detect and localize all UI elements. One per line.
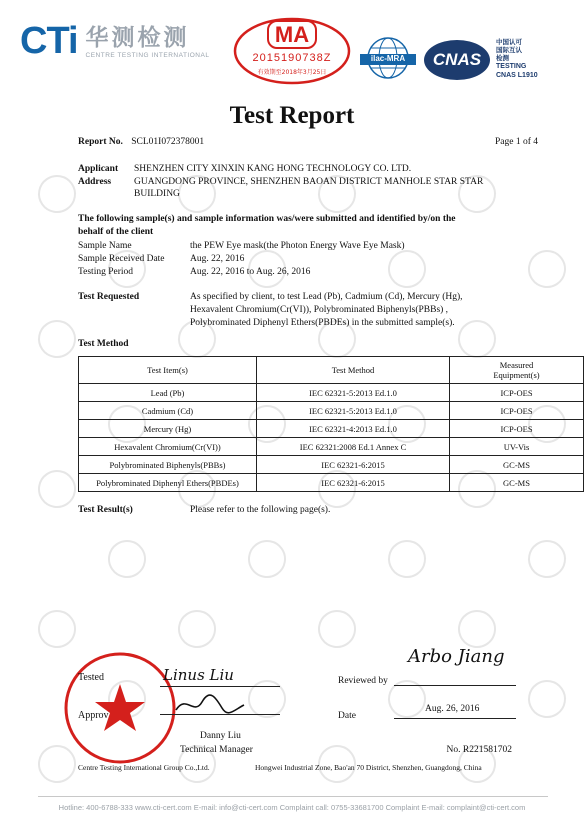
- table-cell: ICP-OES: [450, 402, 584, 420]
- sample-intro-line-2: behalf of the client: [78, 227, 154, 237]
- method-table: [78, 356, 584, 492]
- table-cell: IEC 62321-6:2015: [257, 474, 450, 492]
- company-address: Hongwei Industrial Zone, Bao'an 70 District, Shenzhen, Guangdong, China: [255, 763, 482, 772]
- cti-watermark-icon: [241, 673, 294, 726]
- table-cell: IEC 62321:2008 Ed.1 Annex C: [257, 438, 450, 456]
- table-cell: IEC 62321-4:2013 Ed.1.0: [257, 420, 450, 438]
- requested-line-2: Hexavalent Chromium(Cr(VI)), Polybrominated Biphenyls(PBBs) ,: [190, 305, 449, 315]
- reviewed-sign-line: [394, 685, 516, 686]
- address-line-1: GUANGDONG PROVINCE, SHENZHEN BAOAN DISTRICT MANHOLE STAR STAR: [134, 177, 484, 187]
- cnas-label: CNAS: [432, 50, 482, 69]
- cti-watermark-icon: [31, 313, 84, 366]
- address-label: Address: [78, 177, 112, 187]
- method-table-header-cell: Measured Equipment(s): [450, 357, 584, 384]
- method-table-wrap: [78, 356, 584, 492]
- date-label: Date: [338, 711, 356, 721]
- company-stamp: [62, 650, 178, 766]
- cti-watermark-icon: [31, 168, 84, 221]
- table-cell: ICP-OES: [450, 384, 584, 402]
- cnas-cn-1: 中国认可: [496, 38, 522, 46]
- cti-watermark-icon: [381, 533, 434, 586]
- table-cell: GC-MS: [450, 474, 584, 492]
- method-table-header-row: [79, 357, 584, 384]
- report-no-label: Report No.: [78, 137, 123, 147]
- table-row: [79, 456, 584, 474]
- sample-name-value: the PEW Eye mask(the Photon Energy Wave Eye Mask): [190, 241, 405, 251]
- result-label: Test Result(s): [78, 505, 133, 515]
- report-no-value: SCL01I072378001: [131, 137, 205, 147]
- report-no-row: [78, 137, 204, 147]
- table-row: [79, 402, 584, 420]
- footer-divider: [38, 796, 548, 797]
- cti-watermark-icon: [521, 673, 574, 726]
- cnas-cn-2: 国际互认: [496, 46, 522, 54]
- reviewed-label: Reviewed by: [338, 676, 388, 686]
- table-cell: GC-MS: [450, 456, 584, 474]
- cti-logo-subtitle: CENTRE TESTING INTERNATIONAL: [85, 52, 210, 59]
- table-row: [79, 420, 584, 438]
- ilac-mra-logo: [357, 36, 419, 84]
- report-ref: No. R221581702: [446, 745, 512, 755]
- table-cell: ICP-OES: [450, 420, 584, 438]
- table-cell: IEC 62321-5:2013 Ed.1.0: [257, 384, 450, 402]
- cti-watermark-icon: [171, 603, 224, 656]
- approved-name: Danny Liu: [200, 731, 241, 741]
- requested-line-1: As specified by client, to test Lead (Pb), Cadmium (Cd), Mercury (Hg),: [190, 292, 463, 302]
- tested-label: Tested: [78, 672, 104, 683]
- approved-signature-scribble: [172, 690, 247, 718]
- applicant-label: Applicant: [78, 164, 119, 174]
- cma-mark: MA: [267, 20, 317, 49]
- cti-logo: [20, 22, 209, 60]
- page-title: Test Report: [229, 102, 355, 129]
- table-row: [79, 474, 584, 492]
- date-value: Aug. 26, 2016: [425, 704, 480, 714]
- cnas-number: CNAS L1910: [496, 72, 538, 79]
- requested-line-3: Polybrominated Diphenyl Ethers(PBDEs) in the submitted sample(s).: [190, 318, 455, 328]
- requested-label: Test Requested: [78, 292, 140, 302]
- table-cell: Polybrominated Diphenyl Ethers(PBDEs): [79, 474, 257, 492]
- cti-watermark-icon: [521, 533, 574, 586]
- received-label: Sample Received Date: [78, 254, 165, 264]
- stamp-icon: [62, 650, 178, 766]
- method-heading: Test Method: [78, 339, 129, 349]
- cnas-testing: TESTING: [496, 63, 527, 70]
- period-label: Testing Period: [78, 267, 134, 277]
- address-line-2: BUILDING: [134, 189, 180, 199]
- table-cell: Mercury (Hg): [79, 420, 257, 438]
- approved-label: Approv: [78, 710, 109, 721]
- cti-watermark-icon: [31, 603, 84, 656]
- company-name: Centre Testing International Group Co.,Ltd.: [78, 763, 210, 772]
- ilac-label: ilac-MRA: [370, 54, 406, 63]
- table-cell: IEC 62321-5:2013 Ed.1.0: [257, 402, 450, 420]
- cti-logo-chinese: 华测检测: [85, 24, 190, 50]
- cti-watermark-icon: [521, 243, 574, 296]
- received-value: Aug. 22, 2016: [190, 254, 245, 264]
- reviewed-signature: Arbo Jiang: [408, 646, 505, 667]
- tested-sign-line: [160, 686, 280, 687]
- cma-seal: [232, 16, 352, 86]
- table-cell: IEC 62321-6:2015: [257, 456, 450, 474]
- sample-name-label: Sample Name: [78, 241, 132, 251]
- footer-contact: Hotline: 400-6788-333 www.cti-cert.com E-mail: info@cti-cert.com Complaint call: 0755-33681700 Complaint E-mail: complaint@cti-cert.com: [58, 803, 526, 812]
- cnas-cn-3: 检测: [496, 54, 509, 62]
- table-cell: UV-Vis: [450, 438, 584, 456]
- cnas-text-block: [496, 38, 538, 80]
- sample-intro-line-1: The following sample(s) and sample information was/were submitted and identified by/on the: [78, 214, 456, 224]
- method-table-header-cell: Test Item(s): [79, 357, 257, 384]
- cma-validity: 有效期至2018年3月25日: [257, 69, 327, 76]
- cti-logo-text: CTi: [20, 20, 78, 62]
- cti-watermark-icon: [311, 168, 364, 221]
- applicant-value: SHENZHEN CITY XINXIN KANG HONG TECHNOLOGY CO. LTD.: [134, 164, 412, 174]
- cti-watermark-icon: [31, 463, 84, 516]
- tested-signature: Linus Liu: [163, 666, 234, 684]
- table-row: [79, 384, 584, 402]
- table-row: [79, 438, 584, 456]
- result-text: Please refer to the following page(s).: [190, 505, 331, 515]
- period-value: Aug. 22, 2016 to Aug. 26, 2016: [190, 267, 311, 277]
- date-line: [394, 718, 516, 719]
- table-cell: Polybrominated Biphenyls(PBBs): [79, 456, 257, 474]
- cti-watermark-icon: [451, 168, 504, 221]
- table-cell: Cadmium (Cd): [79, 402, 257, 420]
- cnas-logo: [422, 36, 492, 84]
- method-table-header-cell: Test Method: [257, 357, 450, 384]
- page-number: Page 1 of 4: [494, 137, 538, 147]
- cti-watermark-icon: [311, 603, 364, 656]
- table-cell: Hexavalent Chromium(Cr(VI)): [79, 438, 257, 456]
- cma-number: 2015190738Z: [252, 52, 332, 64]
- table-cell: Lead (Pb): [79, 384, 257, 402]
- method-table-body: [79, 357, 584, 492]
- approved-title: Technical Manager: [180, 745, 253, 755]
- cti-watermark-icon: [241, 533, 294, 586]
- cti-watermark-icon: [101, 533, 154, 586]
